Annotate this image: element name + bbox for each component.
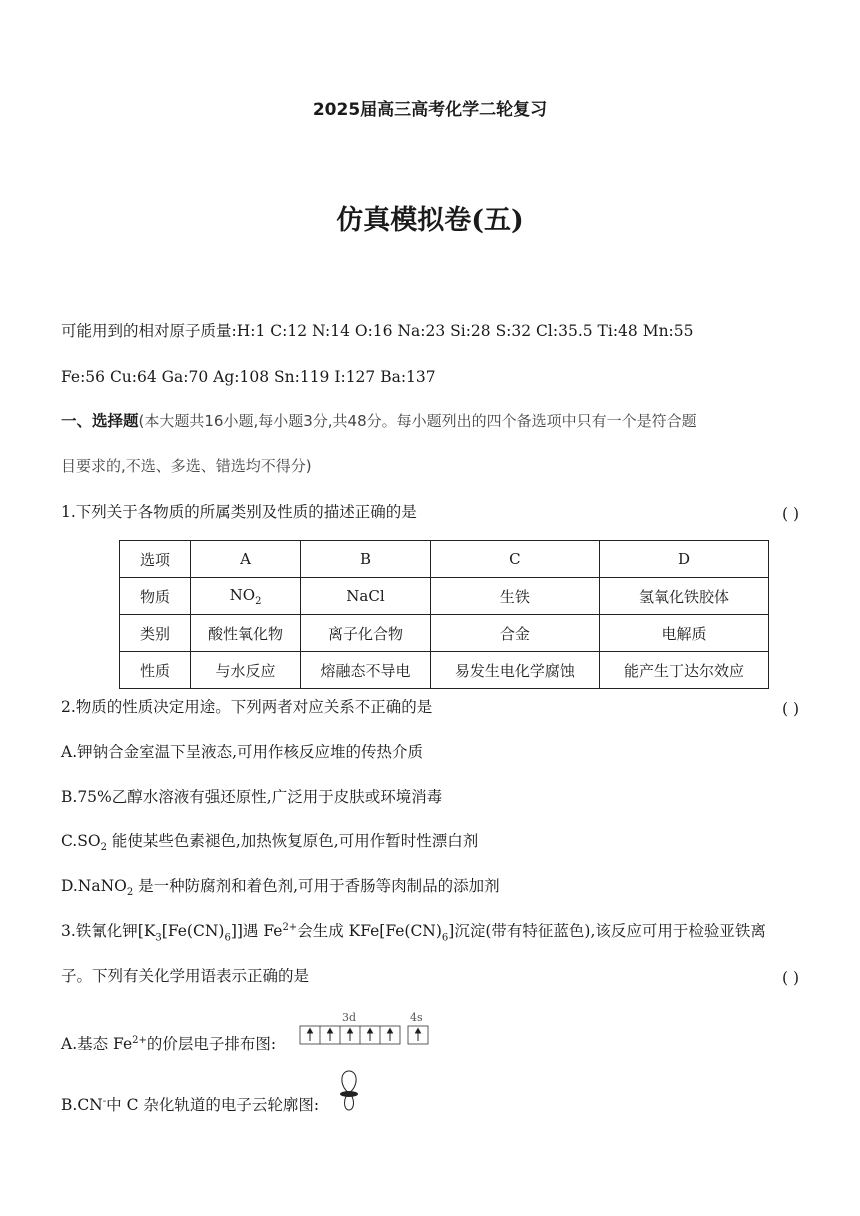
electron-up-arrows (308, 1029, 421, 1042)
table-cell: A (191, 541, 301, 578)
table-cell: 离子化合物 (301, 615, 431, 652)
text-run: ]]遇 Fe (230, 922, 283, 941)
exam-title: 仿真模拟卷(五) (336, 205, 524, 236)
document-header-title: 2025届高三高考化学二轮复习 (312, 100, 548, 120)
table-cell: 与水反应 (191, 652, 301, 689)
table-cell: 类别 (120, 615, 191, 652)
formula-subscript: 2 (255, 595, 262, 607)
orbital-label-4s: 4s (410, 1011, 423, 1024)
table-cell: 合金 (430, 615, 599, 652)
text-run: 的价层电子排布图: (146, 1035, 277, 1054)
text-run: 3.铁氰化钾[K (61, 922, 156, 941)
q1-stem: 1.下列关于各物质的所属类别及性质的描述正确的是 (61, 503, 417, 521)
table-cell: NaCl (301, 578, 431, 615)
q2-answer-bracket: ( ) (781, 700, 799, 718)
q3-stem-line-2: 子。下列有关化学用语表示正确的是 (61, 967, 310, 985)
table-cell: 选项 (120, 541, 191, 578)
q2-option-d (61, 879, 500, 898)
text-run: [Fe(CN) (161, 922, 225, 941)
section-intro-line-1 (61, 414, 697, 430)
orbital-diagram (296, 1008, 436, 1050)
section-instructions-cont: 目要求的,不选、多选、错选均不得分) (61, 457, 312, 475)
table-cell: 酸性氧化物 (191, 615, 301, 652)
q2-option-a: A.钾钠合金室温下呈液态,可用作核反应堆的传热介质 (61, 743, 424, 761)
q3-stem-line-1 (61, 923, 766, 943)
atomic-mass-line-2: Fe:56 Cu:64 Ga:70 Ag:108 Sn:119 I:127 Ba:137 (61, 368, 436, 386)
q2-option-b: B.75%乙醇水溶液有强还原性,广泛用于皮肤或环境消毒 (61, 788, 443, 806)
text-run: 会生成 KFe[Fe(CN) (297, 922, 442, 941)
q3-option-b (61, 1097, 319, 1114)
q3-option-a (61, 1036, 276, 1053)
section-instructions: (本大题共16小题,每小题3分,共48分。每小题列出的四个备选项中只有一个是符合题 (138, 412, 697, 430)
q2-stem: 2.物质的性质决定用途。下列两者对应关系不正确的是 (61, 698, 433, 716)
formula-subscript: 3 (155, 932, 162, 944)
formula-text: NO (229, 585, 256, 604)
table-cell: 性质 (120, 652, 191, 689)
table-cell: C (430, 541, 599, 578)
table-cell: D (599, 541, 768, 578)
charge-superscript: 2+ (132, 1035, 147, 1046)
text-run: 能使某些色素褪色,加热恢复原色,可用作暂时性漂白剂 (106, 832, 479, 850)
sp-hybrid-orbital-icon (337, 1068, 361, 1118)
table-row (120, 578, 769, 615)
section-heading: 一、选择题 (61, 412, 139, 430)
orbital-label-3d: 3d (342, 1011, 357, 1024)
table-cell (191, 578, 301, 615)
text-run: 中 C 杂化轨道的电子云轮廓图: (106, 1096, 320, 1115)
text-run: 是一种防腐剂和着色剂,可用于香肠等肉制品的添加剂 (133, 877, 500, 895)
charge-superscript: - (102, 1096, 107, 1107)
charge-superscript: 2+ (282, 922, 298, 933)
text-run: ]沉淀(带有特征蓝色),该反应可用于检验亚铁离 (448, 922, 766, 941)
table-cell: 易发生电化学腐蚀 (430, 652, 599, 689)
q1-answer-bracket: ( ) (781, 505, 799, 523)
table-row (120, 615, 769, 652)
table-row (120, 652, 769, 689)
text-run: B.CN (61, 1096, 103, 1115)
formula-subscript: 2 (126, 887, 134, 899)
q3-answer-bracket: ( ) (781, 969, 799, 987)
table-cell: B (301, 541, 431, 578)
q2-option-c (61, 834, 478, 853)
text-run: C.SO (61, 832, 101, 850)
table-cell: 能产生丁达尔效应 (599, 652, 768, 689)
atomic-mass-line-1: 可能用到的相对原子质量:H:1 C:12 N:14 O:16 Na:23 Si:28 S:32 Cl:35.5 Ti:48 Mn:55 (61, 322, 694, 340)
formula-subscript: 2 (100, 842, 107, 854)
text-run: A.基态 Fe (61, 1035, 133, 1054)
table-cell: 生铁 (430, 578, 599, 615)
formula-subscript: 6 (441, 932, 449, 944)
q1-options-table (119, 540, 769, 689)
text-run: D.NaNO (61, 877, 127, 895)
table-row (120, 541, 769, 578)
table-cell: 熔融态不导电 (301, 652, 431, 689)
formula-subscript: 6 (224, 932, 231, 944)
table-cell: 电解质 (599, 615, 768, 652)
table-cell: 物质 (120, 578, 191, 615)
table-cell: 氢氧化铁胶体 (599, 578, 768, 615)
